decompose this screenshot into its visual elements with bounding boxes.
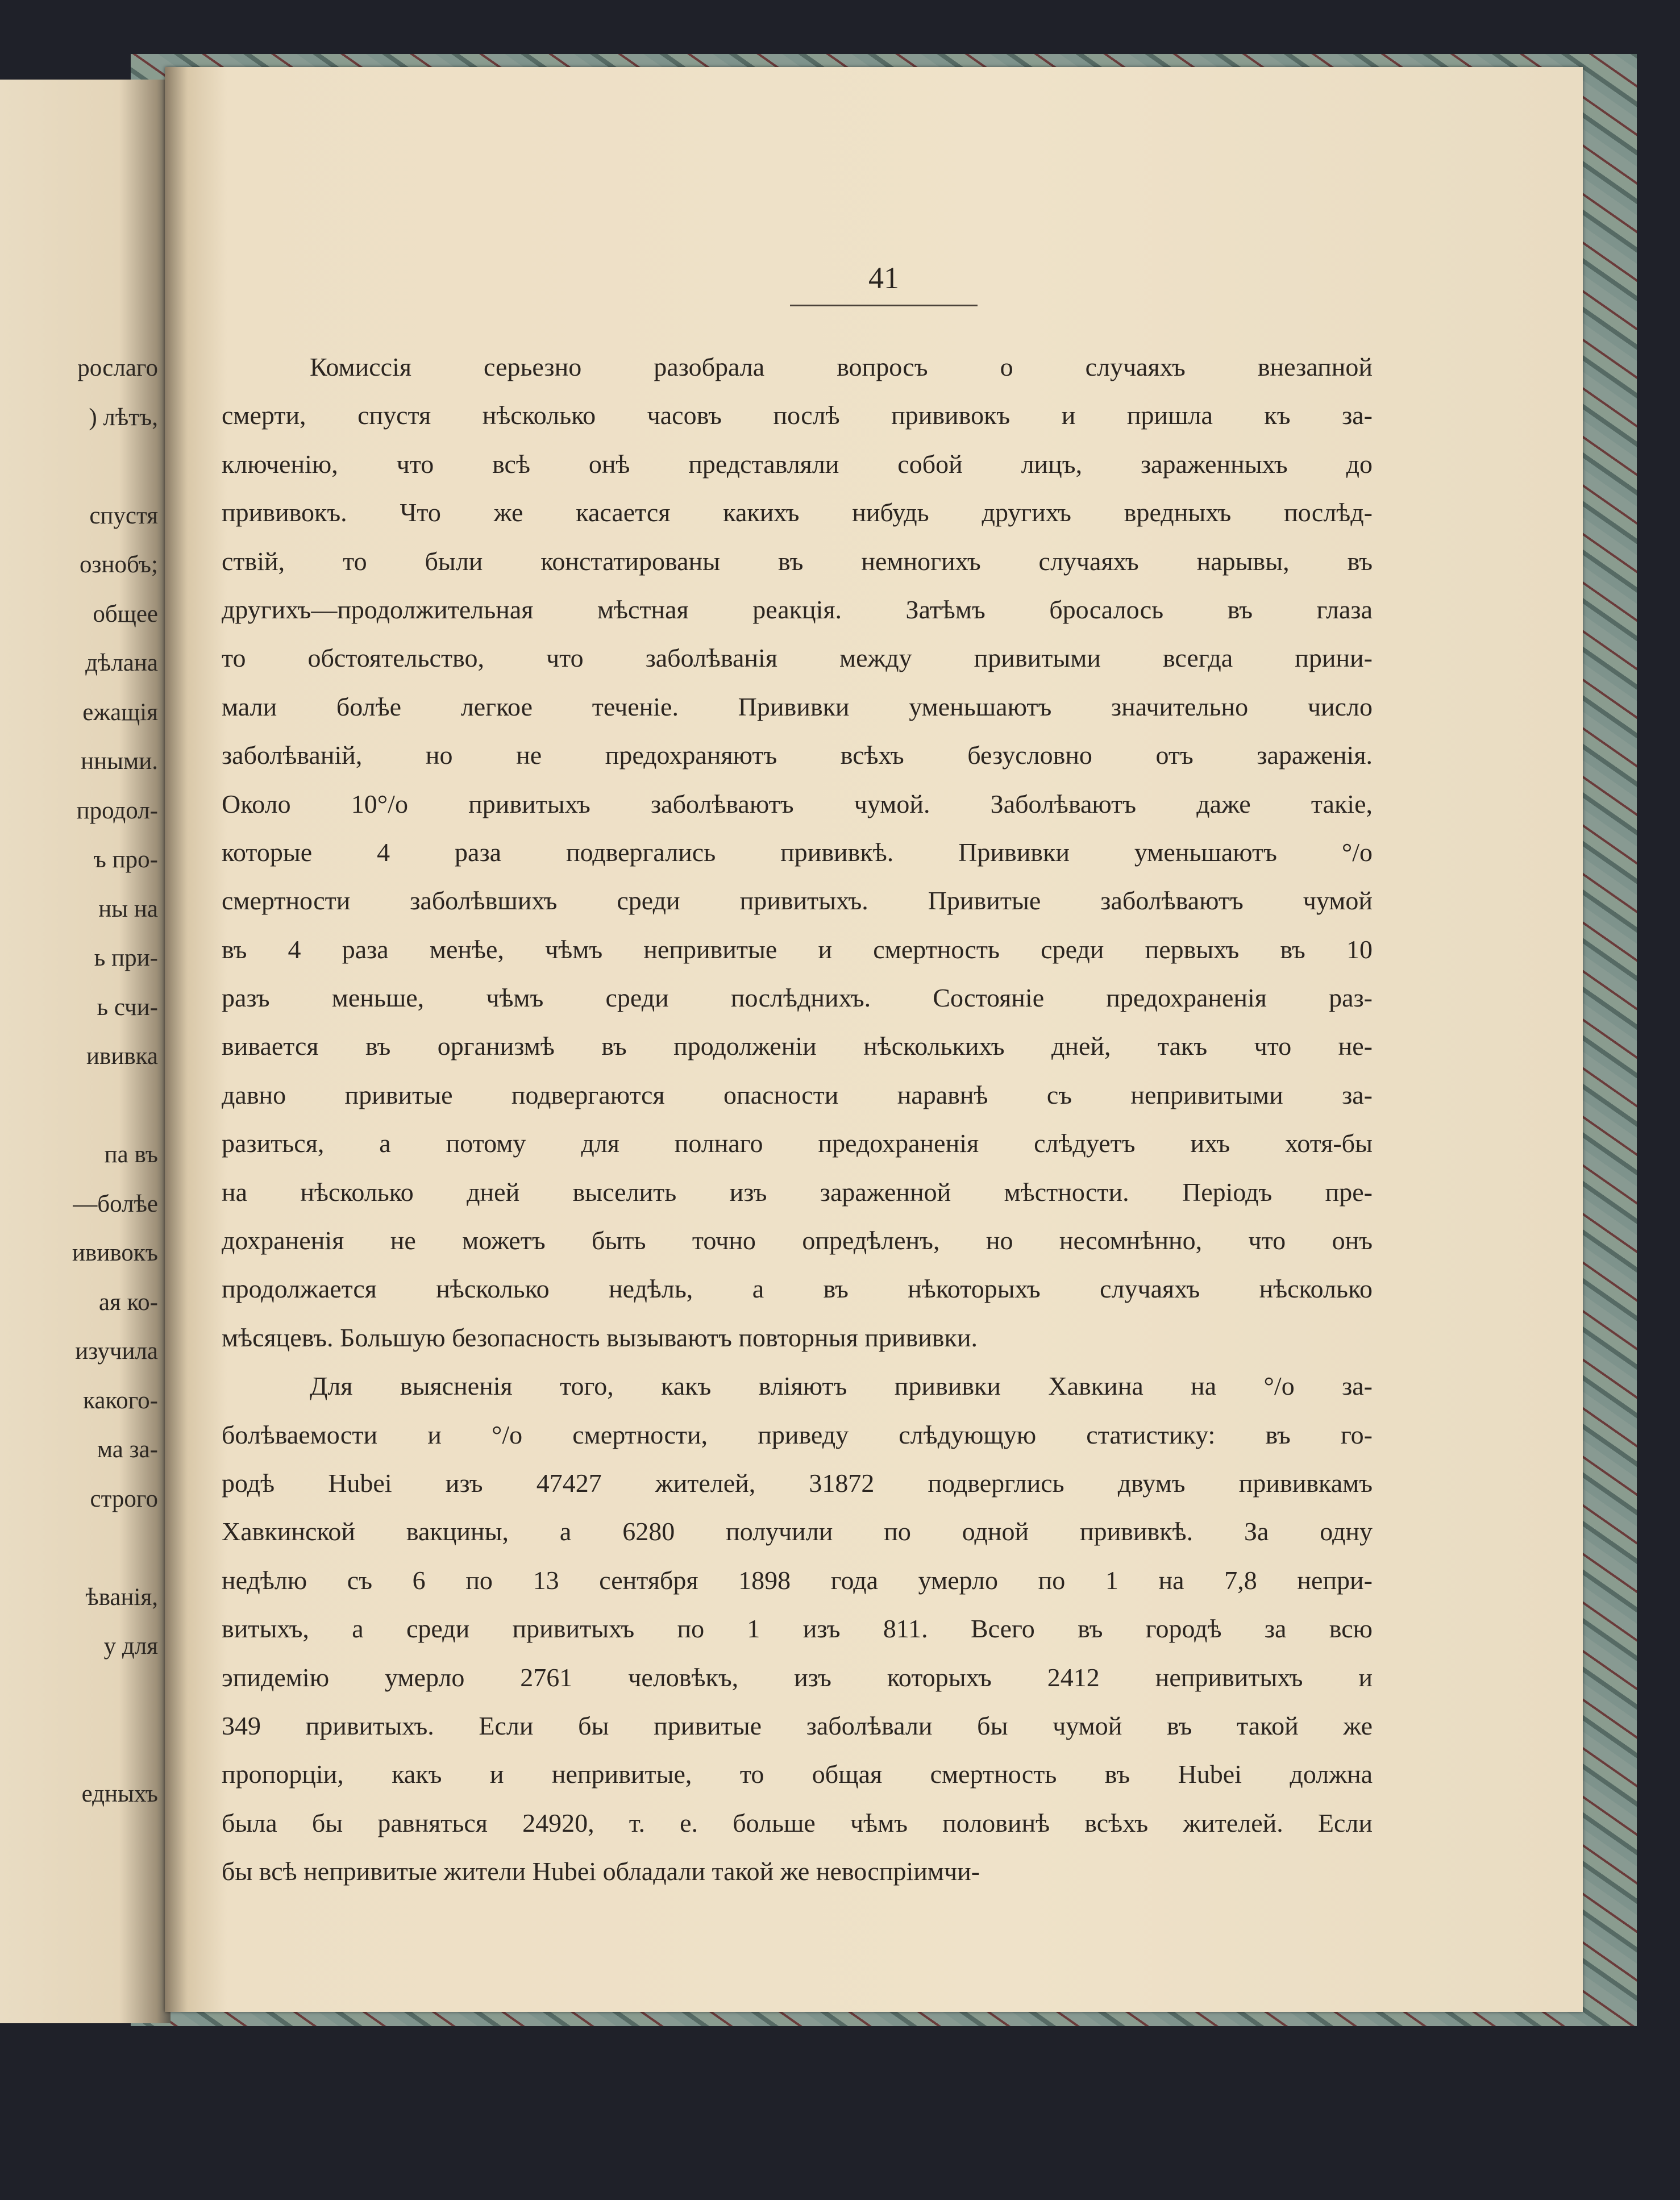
paragraph [222,343,1373,1362]
text-line: заболѣваній, но не предохраняютъ всѣхъ безусловно отъ зараженія. [222,741,1373,770]
text-line: ключенію, что всѣ онѣ представляли собой лицъ, зараженныхъ до [222,449,1373,479]
text-line: пропорціи, какъ и непривитые, то общая смертность въ Hubei должна [222,1760,1373,1789]
text-line: на нѣсколько дней выселить изъ зараженной мѣстности. Періодъ пре- [222,1177,1373,1207]
left-page-line: ны на [98,895,158,922]
right-page [165,67,1583,2012]
text-line: прививокъ. Что же касается какихъ нибудь другихъ вредныхъ послѣд- [222,498,1373,527]
left-page-line: ь при- [94,945,158,971]
left-page-line [72,1082,158,1131]
left-page-line: спустя [89,502,158,529]
text-line: Комиссія серьезно разобрала вопросъ о случаяхъ внезапной [310,352,1373,381]
text-line: другихъ—продолжительная мѣстная реакція. Затѣмъ бросалось въ глаза [222,594,1373,624]
text-line: разъ меньше, чѣмъ среди послѣднихъ. Состояніе предохраненія раз- [222,983,1373,1013]
paragraph [222,1362,1373,1895]
left-page-line [72,1671,158,1721]
left-page-line: ѣванія, [85,1583,158,1611]
text-line: которые 4 раза подвергались прививкѣ. Прививки уменьшаютъ °/o [222,837,1373,867]
left-page-line: продол- [76,797,158,824]
left-page-line: общее [93,600,158,627]
page-number-rule [790,305,978,306]
left-page-line: ививка [86,1043,158,1070]
text-line: Около 10°/o привитыхъ заболѣваютъ чумой. Заболѣваютъ даже такіе, [222,789,1373,818]
text-line: ствій, то были констатированы въ немногихъ случаяхъ нарывы, въ [222,546,1373,576]
text-line: 349 привитыхъ. Если бы привитые заболѣвали бы чумой въ такой же [222,1711,1373,1740]
left-page-line: ) лѣтъ, [89,404,158,431]
left-page-line [72,1720,158,1770]
left-page-line: едныхъ [81,1780,158,1807]
left-page-line: па въ [104,1141,158,1168]
left-page-line: —болѣе [73,1190,158,1217]
page-number: 41 [868,261,899,295]
text-line: эпидемію умерло 2761 человѣкъ, изъ которыхъ 2412 непривитыхъ и [222,1662,1373,1692]
left-page-line: ъ про- [93,846,158,873]
text-line: разиться, а потому для полнаго предохраненія слѣдуетъ ихъ хотя-бы [222,1129,1373,1158]
left-page-line: дѣлана [85,650,158,676]
text-line: смертности заболѣвшихъ среди привитыхъ. Привитые заболѣваютъ чумой [222,886,1373,916]
text-line: мѣсяцевъ. Большую безопасность вызываютъ повторныя прививки. [222,1323,978,1352]
left-page-line: у для [103,1633,158,1660]
text-line: въ 4 раза менѣе, чѣмъ непривитые и смертность среди первыхъ въ 10 [222,934,1373,964]
left-page-line: рослаго [77,355,158,381]
left-page-line: ь счи- [97,993,158,1021]
text-line: смерти, спустя нѣсколько часовъ послѣ прививокъ и пришла къ за- [222,401,1373,430]
left-page-line: ежащія [82,698,158,726]
left-page-line: изучила [75,1338,158,1365]
left-page-line [72,442,158,492]
text-line: Для выясненія того, какъ вліяютъ прививки Хавкина на °/o за- [310,1371,1373,1401]
left-page-line [72,1524,158,1573]
text-line: бы всѣ непривитые жители Hubei обладали такой же невоспріимчи- [222,1857,980,1886]
text-line: продолжается нѣсколько недѣль, а въ нѣкоторыхъ случаяхъ нѣсколько [222,1274,1373,1304]
text-line: дохраненія не можетъ быть точно опредѣленъ, но несомнѣнно, что онъ [222,1226,1373,1255]
left-page-line: какого- [83,1387,158,1414]
left-page-line: ма за- [97,1436,158,1463]
left-page-line: нными. [81,748,158,775]
text-line: давно привитые подвергаются опасности наравнѣ съ непривитыми за- [222,1080,1373,1109]
text-line: мали болѣе легкое теченіе. Прививки уменьшаютъ значительно число [222,692,1373,721]
text-line: была бы равняться 24920, т. е. больше чѣмъ половинѣ всѣхъ жителей. Если [222,1808,1373,1837]
left-page-text [72,344,158,1819]
text-line: Хавкинской вакцины, а 6280 получили по одной прививкѣ. За одну [222,1517,1373,1546]
left-page [0,80,171,2023]
text-line: родѣ Hubei изъ 47427 жителей, 31872 подверглись двумъ прививкамъ [222,1468,1373,1498]
text-line: болѣваемости и °/o смертности, приведу слѣдующую статистику: въ го- [222,1420,1373,1449]
left-page-line: строго [90,1485,158,1512]
text-line: вивается въ организмѣ въ продолженіи нѣсколькихъ дней, такъ что не- [222,1032,1373,1061]
text-line: недѣлю съ 6 по 13 сентября 1898 года умерло по 1 на 7,8 непри- [222,1565,1373,1595]
text-line: то обстоятельство, что заболѣванія между привитыми всегда прини- [222,643,1373,673]
body-text [222,343,1373,1896]
text-line: витыхъ, а среди привитыхъ по 1 изъ 811. Всего въ городѣ за всю [222,1614,1373,1644]
left-page-line: ививокъ [72,1240,158,1266]
left-page-line: ая ко- [98,1288,158,1316]
left-page-line: ознобъ; [80,551,158,578]
